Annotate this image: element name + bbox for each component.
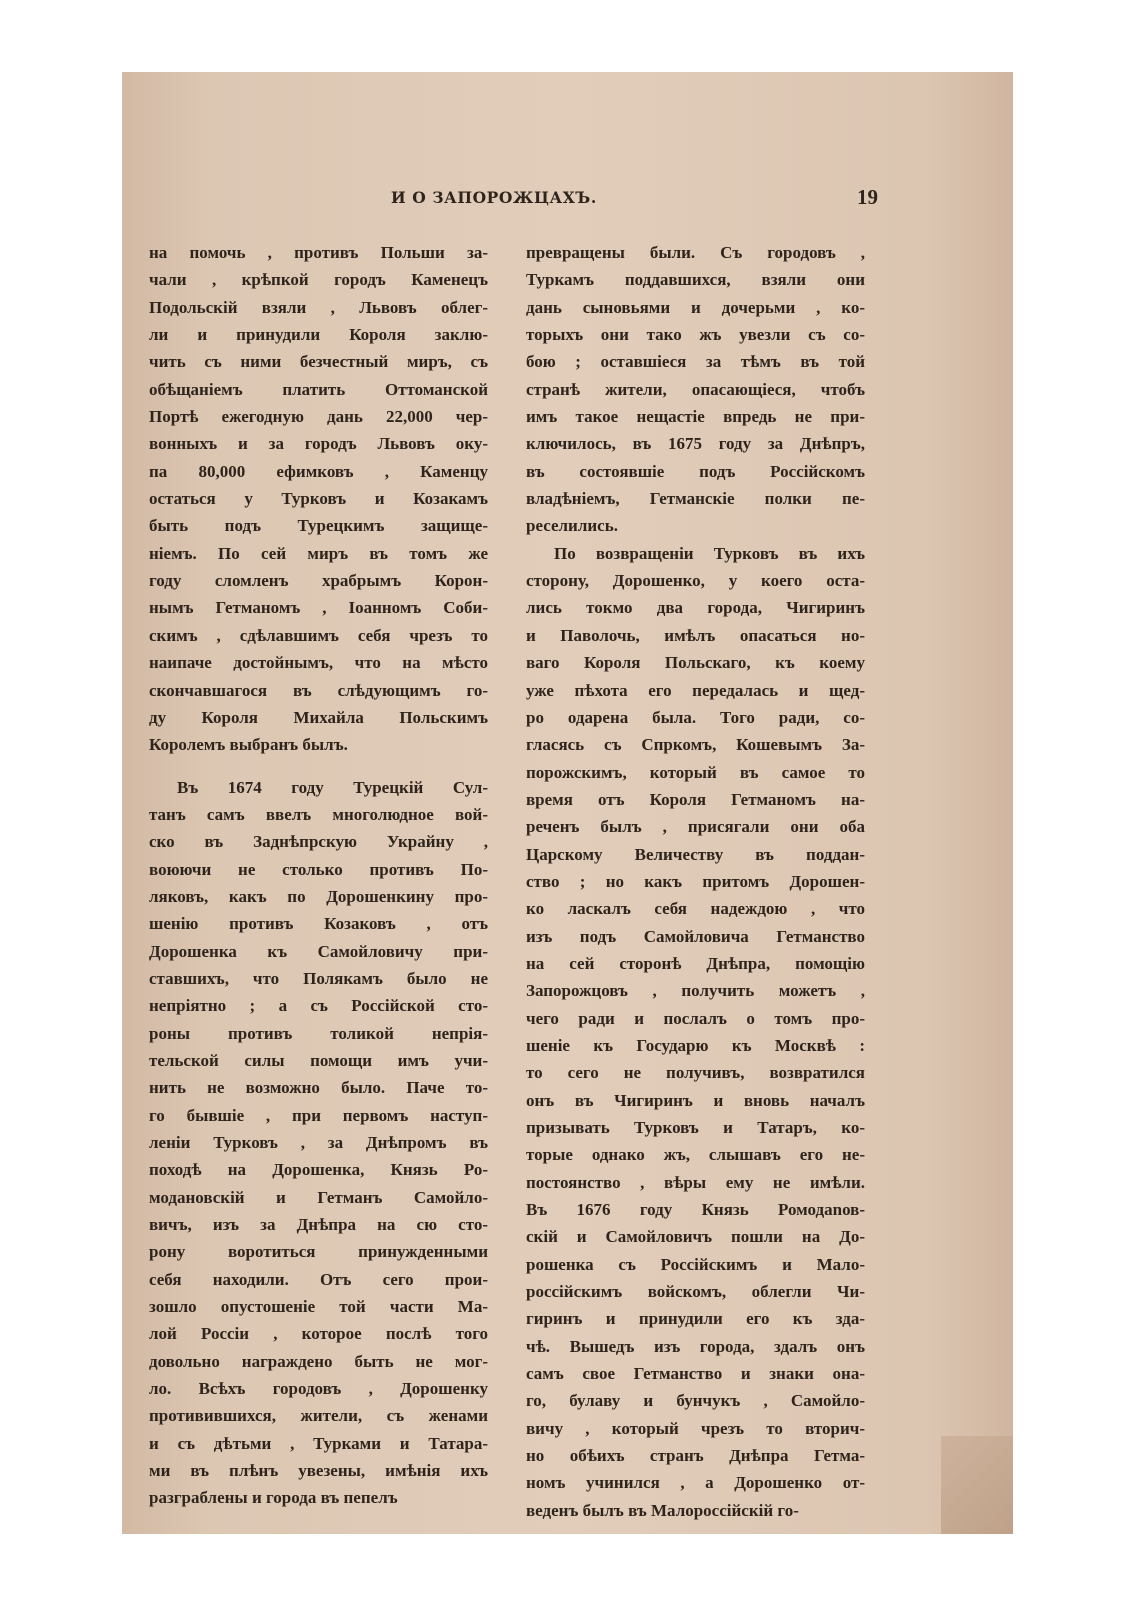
text-line: номъ учинился , а Дорошенко от- xyxy=(526,1473,865,1493)
text-line: остаться у Турковъ и Козакамъ xyxy=(149,489,488,509)
text-line: ваго Короля Польскаго, къ коему xyxy=(526,653,865,673)
text-line: призывать Турковъ и Татаръ, ко- xyxy=(526,1118,865,1137)
text-line: скончавшагося въ слѣдующимъ го- xyxy=(149,680,488,700)
text-line: дань сыновьями и дочерьми , ко- xyxy=(526,297,865,317)
text-line: имъ такое нещастіе впредь не при- xyxy=(526,407,865,427)
text-line: странѣ жители, опасающіеся, чтобъ xyxy=(526,379,865,399)
text-line: постоянство , вѣры ему не имѣли. xyxy=(526,1172,865,1192)
text-line: нить не возможно было. Паче то- xyxy=(149,1078,488,1098)
text-line: чѣ. Вышедъ изъ города, здалъ онъ xyxy=(526,1336,865,1356)
text-line: По возвращеніи Турковъ въ ихъ xyxy=(554,543,865,563)
text-line: Королемъ выбранъ былъ. xyxy=(149,735,348,755)
text-line: самъ свое Гетманство и знаки она- xyxy=(526,1364,865,1384)
text-line: Въ 1676 году Князь Ромодanов- xyxy=(526,1200,865,1220)
text-line: рону воротиться принужденными xyxy=(149,1242,488,1262)
right-column xyxy=(526,239,865,1524)
text-line: и съ дѣтьми , Турками и Татара- xyxy=(149,1433,488,1453)
text-line: рошенка съ Россійскимъ и Мало- xyxy=(526,1254,865,1274)
text-line: вичъ, изъ за Днѣпра на сю сто- xyxy=(149,1215,488,1235)
text-line: гласясь съ Спркомъ, Кошевымъ За- xyxy=(526,735,865,755)
text-line: чить съ ними безчестный миръ, съ xyxy=(149,352,488,372)
text-line: противившихся, жители, съ женами xyxy=(149,1406,488,1426)
text-line: лись токмо два города, Чигиринъ xyxy=(526,598,865,618)
text-line: торые однако жъ, слышавъ его не- xyxy=(526,1145,865,1165)
text-line: го бывшіе , при первомъ наступ- xyxy=(149,1105,488,1125)
text-line: реселились. xyxy=(526,516,618,536)
text-line: лой Россіи , которое послѣ того xyxy=(149,1324,488,1344)
text-line: тельской силы помощи имъ учи- xyxy=(149,1050,488,1070)
text-line: году сломленъ храбрымъ Корон- xyxy=(149,571,488,591)
text-line: Дорошенка къ Самойловичу при- xyxy=(149,941,488,961)
text-line: го, булаву и бунчукъ , Самойло- xyxy=(526,1391,865,1411)
paragraph xyxy=(526,540,865,1524)
text-line: и Паволочь, имѣлъ опасаться но- xyxy=(526,625,865,645)
text-line: онъ въ Чигиринъ и вновь началъ xyxy=(526,1090,865,1110)
text-line: веденъ былъ въ Малороссійскій го- xyxy=(526,1500,799,1520)
running-head: И О ЗАПОРОЖЦАХЪ. xyxy=(391,188,597,207)
text-line: сторону, Дорошенко, у коего оста- xyxy=(526,571,865,591)
text-line: модановскій и Гетманъ Самойло- xyxy=(149,1187,488,1207)
text-line: Туркамъ поддавшихся, взяли они xyxy=(526,270,865,290)
text-line: воюючи не столько противъ По- xyxy=(149,859,488,879)
text-line: ко ласкалъ себя надеждою , что xyxy=(526,899,865,919)
text-line: Портѣ ежегодную дань 22,000 чер- xyxy=(149,407,488,427)
text-line: ляковъ, какъ по Дорошенкину про- xyxy=(149,886,488,906)
text-line: наипаче достойнымъ, что на мѣсто xyxy=(149,653,488,673)
text-line: вонныхъ и за городъ Львовъ оку- xyxy=(149,434,488,454)
text-line: бою ; оставшіеся за тѣмъ въ той xyxy=(526,352,865,372)
text-line: чего ради и послалъ о томъ про- xyxy=(526,1008,865,1028)
text-line: ло. Всѣхъ городовъ , Дорошенку xyxy=(149,1379,488,1399)
text-line: леніи Турковъ , за Днѣпромъ въ xyxy=(149,1133,488,1152)
text-line: Подольскій взяли , Львовъ облег- xyxy=(149,297,488,317)
text-line: Царскому Величеству въ поддан- xyxy=(526,844,865,864)
text-line: ставшихъ, что Полякамъ было не xyxy=(149,968,488,988)
text-line: на помочь , противъ Польши за- xyxy=(149,243,488,262)
text-line: порожскимъ, который въ самое то xyxy=(526,762,865,782)
page-corner-shadow xyxy=(941,1436,1013,1534)
text-line: чали , крѣпкой городъ Каменецъ xyxy=(149,270,488,290)
text-line: ключилось, въ 1675 году за Днѣпръ, xyxy=(526,434,865,454)
text-line: ро одарена была. Того ради, со- xyxy=(526,707,865,727)
text-line: въ состоявшіе подъ Россійскомъ xyxy=(526,461,865,481)
text-line: нымъ Гетманомъ , Іоанномъ Соби- xyxy=(149,598,488,618)
text-line: но обѣихъ странъ Днѣпра Гетма- xyxy=(526,1446,865,1466)
text-line: довольно награждено быть не мог- xyxy=(149,1351,488,1371)
text-line: ство ; но какъ притомъ Дорошен- xyxy=(526,871,865,891)
text-line: зошло опустошеніе той части Ма- xyxy=(149,1297,488,1317)
text-line: скій и Самойловичъ пошли на До- xyxy=(526,1227,865,1247)
text-line: быть подъ Турецкимъ защище- xyxy=(149,516,488,536)
text-line: владѣніемъ, Гетманскіе полки пе- xyxy=(526,489,865,509)
text-line: па 80,000 ефимковъ , Каменцу xyxy=(149,461,488,481)
text-line: реченъ былъ , присягали они оба xyxy=(526,817,865,837)
text-line: вичу , который чрезъ то вторич- xyxy=(526,1418,865,1438)
text-line: походѣ на Дорошенка, Князь Ро- xyxy=(149,1160,488,1180)
text-line: себя находили. Отъ сего прои- xyxy=(149,1269,488,1289)
text-line: превращены были. Съ городовъ , xyxy=(526,243,865,262)
text-line: непріятно ; а съ Россійской сто- xyxy=(149,996,488,1016)
text-line: Въ 1674 году Турецкій Сул- xyxy=(177,777,488,797)
text-line: торыхъ они тако жъ увезли съ со- xyxy=(526,325,865,345)
text-line: ду Короля Михайла Польскимъ xyxy=(149,707,488,727)
text-line: танъ самъ ввелъ многолюдное вой- xyxy=(149,804,488,824)
text-line: роны противъ толикой непрія- xyxy=(149,1023,488,1043)
text-line: Запорожцовъ , получить можетъ , xyxy=(526,981,865,1001)
left-column xyxy=(149,239,488,1512)
text-line: шеніе къ Государю къ Москвѣ : xyxy=(526,1035,865,1055)
text-line: на сей сторонѣ Днѣпра, помощію xyxy=(526,953,865,973)
text-line: шенію противъ Козаковъ , отъ xyxy=(149,914,488,934)
text-line: ніемъ. По сей миръ въ томъ же xyxy=(149,543,488,563)
text-line: разграблены и города въ пепелъ xyxy=(149,1488,398,1508)
text-line: ско въ Заднѣпрскую Украйну , xyxy=(149,832,488,852)
text-line: скимъ , сдѣлавшимъ себя чрезъ то xyxy=(149,625,488,645)
text-line: уже пѣхота его передалась и щед- xyxy=(526,680,865,700)
text-line: ли и принудили Короля заклю- xyxy=(149,325,488,345)
text-line: россійскимъ войскомъ, облегли Чи- xyxy=(526,1282,865,1302)
page-number: 19 xyxy=(857,185,878,209)
text-line: изъ подъ Самойловича Гетманство xyxy=(526,926,865,946)
text-line: обѣщаніемъ платить Оттоманской xyxy=(149,379,488,399)
text-line: то сего не получивъ, возвратился xyxy=(526,1063,865,1083)
text-line: ми въ плѣнъ увезены, имѣнія ихъ xyxy=(149,1461,488,1481)
paragraph xyxy=(526,239,865,540)
paragraph xyxy=(149,239,488,759)
paragraph xyxy=(149,774,488,1512)
text-line: время отъ Короля Гетманомъ на- xyxy=(526,789,865,809)
text-line: гиринъ и принудили его къ зда- xyxy=(526,1309,865,1329)
